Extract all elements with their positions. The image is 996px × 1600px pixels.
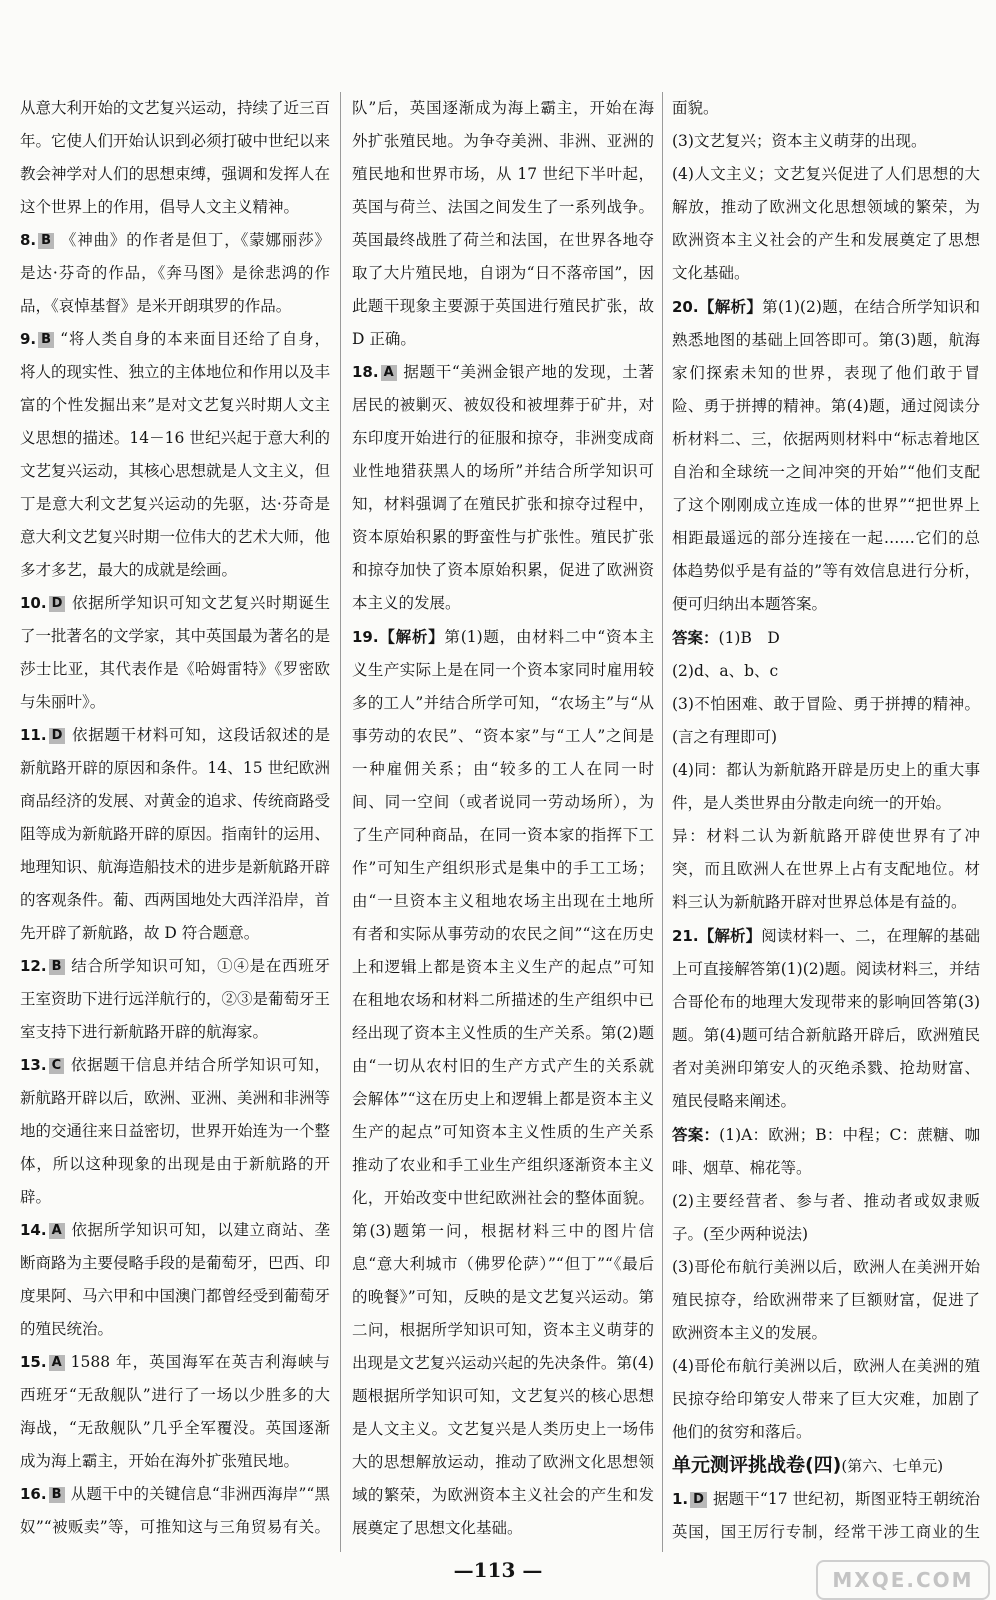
explanation-text: (3)文艺复兴；资本主义萌芽的出现。	[672, 132, 927, 150]
text-column-middle	[352, 92, 654, 1542]
explanation-text: 依据题干信息并结合所学知识可知，新航路开辟以后，欧洲、亚洲、美洲和非洲等地的交通往来日益密切，世界开始连为一个整体，所以这种现象的出现是由于新航路的开辟。	[20, 1056, 330, 1206]
explanation-text: 第(1)(2)题，在结合所学知识和熟悉地图的基础上回答即可。第(3)题，航海家们探索未知的世界，表现了他们敢于冒险、勇于拼搏的精神。第(4)题，通过阅读分析材料二、三，依据两则材料中“标志着地区自治和全球统一之间冲突的开始”“他们支配了这个刚刚成立连成一体的世界”“把世界上相距最遥远的部分连接在一起……它们的总体趋势似乎是有益的”等有效信息进行分析，便可归纳出本题答案。	[672, 298, 980, 613]
answer-item	[20, 1049, 330, 1214]
column-divider	[340, 92, 341, 1552]
answer-item	[352, 620, 654, 1542]
answer-paragraph	[672, 655, 980, 688]
question-number: 20.	[672, 298, 699, 316]
answer-paragraph	[672, 621, 980, 655]
analysis-tag: 【解析】	[698, 297, 763, 316]
section-subtitle: (第六、七单元)	[841, 1457, 944, 1475]
answer-choice-badge: B	[49, 1487, 65, 1503]
question-number: 14.	[20, 1221, 47, 1239]
explanation-text: 异：材料二认为新航路开辟使世界有了冲突，而且欧洲人在世界上占有支配地位。材料三认为新航路开辟对世界总体是有益的。	[672, 827, 980, 911]
explanation-text: (4)同：都认为新航路开辟是历史上的重大事件，是人类世界由分散走向统一的开始。	[672, 761, 980, 812]
question-number: 11.	[20, 726, 47, 744]
answer-choice-badge: A	[381, 365, 397, 381]
answer-paragraph	[672, 1251, 980, 1350]
explanation-text: 据题干“17 世纪初，斯图亚特王朝统治英国，国王厉行专制，经常干涉工商业的生	[672, 1490, 980, 1541]
question-number: 1.	[672, 1490, 689, 1508]
answer-item	[20, 1478, 330, 1542]
analysis-tag: 答案：	[672, 1125, 720, 1144]
explanation-text: 阅读材料一、二，在理解的基础上可直接解答第(1)(2)题。阅读材料三，并结合哥伦布的地理大发现带来的影响回答第(3)题。第(4)题可结合新航路开辟后，欧洲殖民者对美洲印第安人的灭绝杀戮、抢劫财富、殖民侵略来阐述。	[672, 927, 980, 1110]
answer-choice-badge: D	[49, 596, 66, 612]
answer-item	[672, 1483, 980, 1542]
explanation-text: 第(1)题，由材料二中“资本主义生产实际上是在同一个资本家同时雇用较多的工人”并结合所学可知，“农场主”与“从事劳动的农民”、“资本家”与“工人”之间是一种雇佣关系；由“较多的工人在同一时间、同一空间（或者说同一劳动场所），为了生产同种商品，在同一资本家的指挥下工作”可知生产组织形式是集中的手工工场；由“一旦资本主义租地农场主出现在土地所有者和实际从事劳动的农民之间”“这在历史上和逻辑上都是资本主义生产的起点”可知在租地农场和材料二所描述的生产组织中已经出现了资本主义性质的生产关系。第(2)题由“一切从农村旧的生产方式产生的关系就会解体”“这在历史上和逻辑上都是资本主义生产的起点”可知资本主义性质的生产关系推动了农业和手工业生产组织逐渐资本主义化，开始改变中世纪欧洲社会的整体面貌。第(3)题第一问，根据材料三中的图片信息“意大利城市（佛罗伦萨）”“但丁”“《最后的晚餐》”可知，反映的是文艺复兴运动。第二问，根据所学知识可知，资本主义萌芽的出现是文艺复兴运动兴起的先决条件。第(4)题根据所学知识可知，文艺复兴的核心思想是人文主义。文艺复兴是人类历史上一场伟大的思想解放运动，推动了欧洲文化思想领域的繁荣，为欧洲资本主义社会的产生和发展奠定了思想文化基础。	[352, 628, 654, 1537]
answer-paragraph	[672, 1350, 980, 1449]
text-column-left	[20, 92, 330, 1542]
answer-choice-badge: B	[38, 233, 54, 249]
answer-paragraph	[672, 158, 980, 290]
explanation-text: 据题干“美洲金银产地的发现，土著居民的被剿灭、被奴役和被埋葬于矿井，对东印度开始进行的征服和掠夺，非洲变成商业性地猎获黑人的场所”并结合所学知识可知，材料强调了在殖民扩张和掠夺过程中，资本原始积累的野蛮性与扩张性。殖民扩张和掠夺加快了资本原始积累，促进了欧洲资本主义的发展。	[352, 363, 654, 612]
answer-item	[20, 587, 330, 719]
answer-paragraph	[672, 688, 980, 754]
explanation-text: 依据题干材料可知，这段话叙述的是新航路开辟的原因和条件。14、15 世纪欧洲商品经济的发展、对黄金的追求、传统商路受阻等成为新航路开辟的原因。指南针的运用、地理知识、航海造船技术的进步是新航路开辟的客观条件。葡、西两国地处大西洋沿岸，首先开辟了新航路，故 D 符合题意。	[20, 726, 330, 942]
answer-choice-badge: A	[49, 1223, 65, 1239]
explanation-text: (2)d、a、b、c	[672, 662, 779, 680]
answer-paragraph	[352, 92, 654, 356]
question-number: 16.	[20, 1485, 47, 1503]
answer-choice-badge: D	[690, 1492, 707, 1508]
answer-item	[20, 719, 330, 950]
explanation-text: 结合所学知识可知，①④是在西班牙王室资助下进行远洋航行的，②③是葡萄牙王室支持下进行新航路开辟的航海家。	[20, 957, 330, 1041]
text-column-right	[672, 92, 980, 1542]
answer-choice-badge: B	[38, 332, 54, 348]
explanation-text: 从题干中的关键信息“非洲西海岸”“黑奴”“被贩卖”等，可推知这与三角贸易有关。	[20, 1485, 330, 1536]
answer-item	[20, 1346, 330, 1478]
explanation-text: (2)主要经营者、参与者、推动者或奴隶贩子。(至少两种说法)	[672, 1192, 980, 1243]
answer-item	[20, 224, 330, 323]
question-number: 10.	[20, 594, 47, 612]
answer-choice-badge: D	[49, 728, 66, 744]
answer-item	[20, 1214, 330, 1346]
answer-choice-badge: A	[49, 1355, 65, 1371]
explanation-text: (4)哥伦布航行美洲以后，欧洲人在美洲的殖民掠夺给印第安人带来了巨大灾难，加剧了他们的贫穷和落后。	[672, 1357, 980, 1441]
answer-paragraph	[672, 1185, 980, 1251]
explanation-text: 《神曲》的作者是但丁，《蒙娜丽莎》是达·芬奇的作品，《奔马图》是徐悲鸿的作品，《哀悼基督》是米开朗琪罗的作品。	[20, 231, 330, 315]
explanation-text: 依据所学知识可知，以建立商站、垄断商路为主要侵略手段的是葡萄牙，巴西、印度果阿、马六甲和中国澳门都曾经受到葡萄牙的殖民统治。	[20, 1221, 330, 1338]
answer-paragraph	[672, 754, 980, 820]
explanation-text: 面貌。	[672, 99, 719, 117]
question-number: 18.	[352, 363, 379, 381]
section-heading	[672, 1449, 980, 1483]
answer-paragraph	[672, 820, 980, 919]
answer-paragraph	[672, 92, 980, 125]
explanation-text: 队”后，英国逐渐成为海上霸主，开始在海外扩张殖民地。为争夺美洲、非洲、亚洲的殖民地和世界市场，从 17 世纪下半叶起，英国与荷兰、法国之间发生了一系列战争。英国最终战胜了荷兰和法国，在世界各地夺取了大片殖民地，自诩为“日不落帝国”，因此题干现象主要源于英国进行殖民扩张，故 D 正确。	[352, 99, 654, 348]
question-number: 19.	[352, 628, 379, 646]
answer-choice-badge: C	[49, 1058, 65, 1074]
explanation-text: (1)B D	[718, 629, 780, 647]
question-number: 12.	[20, 957, 47, 975]
answer-item	[352, 356, 654, 620]
answer-item	[672, 919, 980, 1118]
answer-item	[20, 323, 330, 587]
question-number: 13.	[20, 1056, 47, 1074]
answer-choice-badge: B	[49, 959, 65, 975]
page-number: —113 —	[453, 1558, 543, 1582]
explanation-text: (3)哥伦布航行美洲以后，欧洲人在美洲开始殖民掠夺，给欧洲带来了巨额财富，促进了欧洲资本主义的发展。	[672, 1258, 980, 1342]
answer-paragraph	[20, 92, 330, 224]
analysis-tag: 【解析】	[378, 627, 445, 646]
explanation-text: (3)不怕困难、敢于冒险、勇于拼搏的精神。(言之有理即可)	[672, 695, 980, 746]
explanation-text: 从意大利开始的文艺复兴运动，持续了近三百年。它使人们开始认识到必须打破中世纪以来教会神学对人们的思想束缚，强调和发挥人在这个世界上的作用，倡导人文主义精神。	[20, 99, 330, 216]
explanation-text: (1)A：欧洲；B：中程；C：蔗糖、咖啡、烟草、棉花等。	[672, 1126, 980, 1177]
question-number: 21.	[672, 927, 699, 945]
question-number: 15.	[20, 1353, 47, 1371]
column-divider	[662, 92, 663, 1552]
explanation-text: “将人类自身的本来面目还给了自身，将人的现实性、独立的主体地位和作用以及丰富的个性发掘出来”是对文艺复兴时期人文主义思想的描述。14－16 世纪兴起于意大利的文艺复兴运动，其核心思想就是人文主义，但丁是意大利文艺复兴运动的先驱，达·芬奇是意大利文艺复兴时期一位伟大的艺术大师，他多才多艺，最大的成就是绘画。	[20, 330, 330, 579]
answer-item	[672, 290, 980, 621]
question-number: 9.	[20, 330, 37, 348]
explanation-text: (4)人文主义；文艺复兴促进了人们思想的大解放，推动了欧洲文化思想领域的繁荣，为欧洲资本主义社会的产生和发展奠定了思想文化基础。	[672, 165, 980, 282]
question-number: 8.	[20, 231, 37, 249]
analysis-tag: 【解析】	[698, 926, 762, 945]
section-title: 单元测评挑战卷(四)	[672, 1454, 842, 1476]
answer-item	[20, 950, 330, 1049]
explanation-text: 1588 年，英国海军在英吉利海峡与西班牙“无敌舰队”进行了一场以少胜多的大海战，“无敌舰队”几乎全军覆没。英国逐渐成为海上霸主，开始在海外扩张殖民地。	[20, 1353, 330, 1470]
analysis-tag: 答案：	[672, 628, 719, 647]
explanation-text: 依据所学知识可知文艺复兴时期诞生了一批著名的文学家，其中英国最为著名的是莎士比亚，其代表作是《哈姆雷特》《罗密欧与朱丽叶》。	[20, 594, 330, 711]
answer-paragraph	[672, 1118, 980, 1185]
watermark-logo: MXQE.COM	[816, 1560, 990, 1600]
answer-paragraph	[672, 125, 980, 158]
